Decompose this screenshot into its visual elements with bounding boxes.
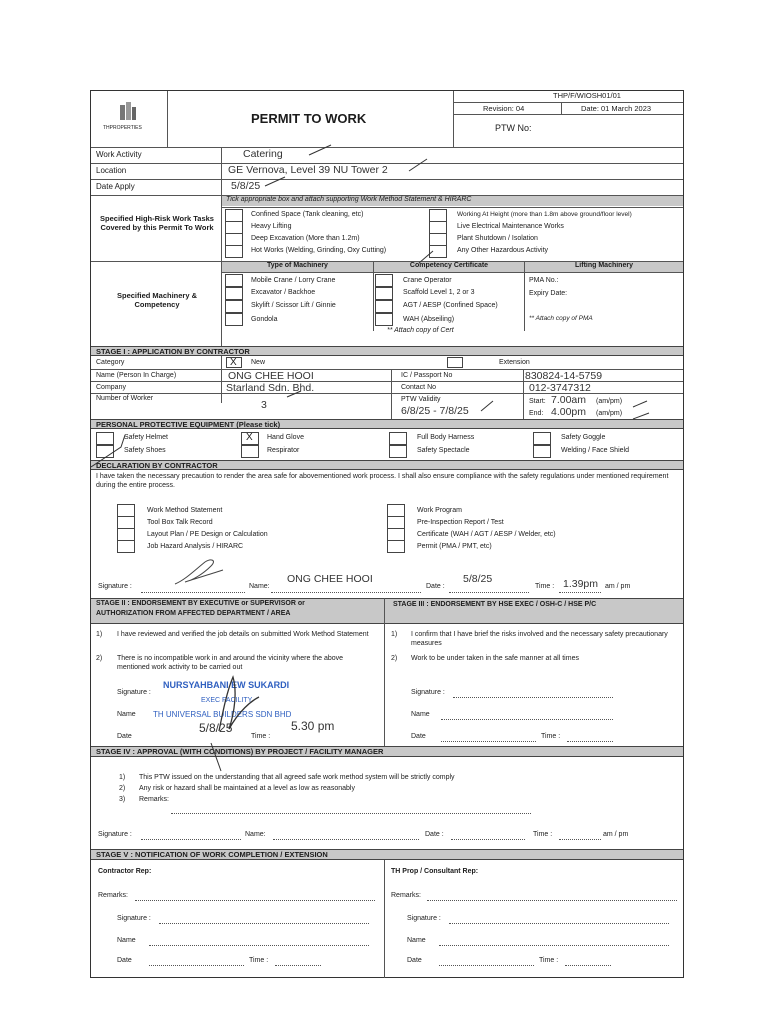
ppe-safety-shoes: Safety Shoes — [124, 447, 166, 454]
stage4-item1: This PTW issued on the understanding that all agreed safe work method system will be strictly comply — [139, 774, 455, 781]
checkbox-safety-spectacle[interactable] — [389, 445, 407, 458]
cert-agt-aesp: AGT / AESP (Confined Space) — [403, 302, 498, 309]
th-rep-name-label: Name — [407, 937, 426, 944]
divider — [91, 393, 683, 394]
ppe-header: PERSONAL PROTECTIVE EQUIPMENT (Please tick) — [91, 419, 683, 429]
remarks-line — [427, 900, 677, 901]
divider — [91, 381, 683, 382]
work-activity-label: Work Activity — [96, 150, 142, 159]
stage3-time-label: Time : — [541, 733, 561, 740]
ppe-full-body-harness: Full Body Harness — [417, 434, 475, 441]
stage4-time-label: Time : — [533, 831, 553, 838]
checkbox-safety-helmet[interactable] — [96, 432, 114, 445]
stage4-name-label: Name: — [245, 831, 266, 838]
location-value: GE Vernova, Level 39 NU Tower 2 — [228, 164, 388, 176]
ptw-number-label: PTW No: — [495, 123, 532, 133]
th-rep-remarks-label: Remarks: — [391, 892, 421, 899]
checkbox-agt-aesp[interactable] — [375, 300, 393, 313]
stage3-signature-label: Signature : — [411, 689, 445, 696]
contact-value: 012-3747312 — [529, 382, 591, 394]
stage2-name-label: Name — [117, 711, 136, 718]
date-line — [441, 741, 536, 742]
cert-crane-operator: Crane Operator — [403, 277, 452, 284]
contractor-time-label: Time : — [535, 583, 555, 590]
end-ampm: (am/pm) — [596, 410, 623, 417]
name-line — [439, 945, 669, 946]
stage4-header: STAGE IV : APPROVAL (WITH CONDITIONS) BY PROJECT / FACILITY MANAGER — [91, 746, 683, 757]
doc-pre-inspection: Pre-Inspection Report / Test — [417, 519, 504, 526]
ppe-safety-spectacle: Safety Spectacle — [417, 447, 470, 454]
divider — [453, 114, 683, 115]
checkbox-permit[interactable] — [387, 540, 405, 553]
time-line — [567, 741, 613, 742]
divider — [221, 147, 222, 403]
date-line — [449, 592, 529, 593]
stage2-item1-num: 1) — [96, 631, 103, 638]
stage2-signature-label: Signature : — [117, 689, 151, 696]
divider — [91, 147, 683, 148]
stage1-header: STAGE I : APPLICATION BY CONTRACTOR — [91, 346, 683, 356]
date-apply-value: 5/8/25 — [231, 180, 261, 192]
doc-certificate: Certificate (WAH / AGT / AESP / Welder, etc) — [417, 531, 556, 538]
th-rep-signature-label: Signature : — [407, 915, 441, 922]
remarks-line — [171, 813, 531, 814]
checkbox-welding-shield[interactable] — [533, 445, 551, 458]
machinery-mobile-crane: Mobile Crane / Lorry Crane — [251, 277, 336, 284]
contractor-date-value: 5/8/25 — [463, 573, 493, 585]
cert-wah: WAH (Abseiling) — [403, 316, 455, 323]
doc-work-program: Work Program — [417, 507, 462, 514]
checkbox-other-hazardous[interactable] — [429, 245, 447, 258]
time-line — [565, 965, 611, 966]
contractor-rep-time-label: Time : — [249, 957, 269, 964]
stage3-item1-num: 1) — [391, 631, 398, 638]
doc-toolbox-talk: Tool Box Talk Record — [147, 519, 213, 526]
contact-label: Contact No — [401, 384, 437, 391]
signature-line — [141, 592, 245, 593]
divider — [221, 272, 683, 273]
company-value: Starland Sdn. Bhd. — [226, 382, 315, 394]
start-value: 7.00am — [551, 394, 587, 406]
signature-line — [159, 923, 369, 924]
work-activity-value: Catering — [243, 148, 283, 160]
validity-value: 6/8/25 - 7/8/25 — [401, 405, 469, 417]
stage4-item2-num: 2) — [119, 785, 126, 792]
stage3-date-label: Date — [411, 733, 426, 740]
issue-date: Date: 01 March 2023 — [581, 104, 652, 113]
machinery-label: Specified Machinery & Competency — [116, 291, 198, 310]
machinery-col1-header: Type of Machinery — [222, 262, 373, 272]
end-label: End: — [529, 410, 544, 417]
date-line — [451, 839, 525, 840]
ppe-safety-helmet: Safety Helmet — [124, 434, 168, 441]
stamp-position: EXEC FACILITY — [201, 697, 253, 704]
checkbox-hot-works[interactable] — [225, 245, 243, 258]
time-line — [275, 965, 321, 966]
start-label: Start: — [529, 398, 546, 405]
th-rep-time-label: Time : — [539, 957, 559, 964]
task-other-hazardous: Any Other Hazardous Activity — [457, 247, 549, 254]
contractor-rep-date-label: Date — [117, 957, 132, 964]
logo-text: THPROPERTIES — [103, 125, 142, 131]
cert-scaffold: Scaffold Level 1, 2 or 3 — [403, 289, 475, 296]
permit-form — [90, 90, 684, 978]
pma-expiry: Expiry Date: — [529, 290, 568, 297]
task-hot-works: Hot Works (Welding, Grinding, Oxy Cutting) — [251, 247, 387, 254]
new-label: New — [251, 359, 266, 366]
contractor-signature — [171, 556, 231, 591]
divider — [391, 369, 392, 419]
name-line — [149, 945, 369, 946]
doc-code: THP/F/WIOSH01/01 — [553, 91, 621, 100]
stage2-date-label: Date — [117, 733, 132, 740]
doc-work-method-statement: Work Method Statement — [147, 507, 223, 514]
date-apply-label: Date Apply — [96, 182, 135, 191]
divider — [453, 91, 454, 147]
th-rep-date-label: Date — [407, 957, 422, 964]
stage4-date-label: Date : — [425, 831, 444, 838]
checkbox-skylift[interactable] — [225, 300, 243, 313]
divider — [561, 102, 562, 114]
checkbox-full-body-harness[interactable] — [389, 432, 407, 445]
doc-layout-plan: Layout Plan / PE Design or Calculation — [147, 531, 268, 538]
new-mark: X — [230, 357, 237, 368]
checkbox-safety-shoes[interactable] — [96, 445, 114, 458]
person-in-charge-label: Name (Person In Charge) — [96, 372, 177, 379]
contractor-rep-signature-label: Signature : — [117, 915, 151, 922]
task-plant-shutdown: Plant Shutdown / Isolation — [457, 235, 538, 242]
validity-label: PTW Validity — [401, 396, 441, 403]
divider — [523, 369, 524, 419]
machinery-skylift: Skylift / Scissor Lift / Ginnie — [251, 302, 336, 309]
checkbox-job-hazard[interactable] — [117, 540, 135, 553]
checkbox-crane-operator[interactable] — [375, 274, 393, 287]
divider — [221, 207, 683, 208]
machinery-excavator: Excavator / Backhoe — [251, 289, 316, 296]
company-label: Company — [96, 384, 126, 391]
divider — [384, 860, 385, 978]
task-confined-space: Confined Space (Tank cleaning, etc) — [251, 211, 364, 218]
contractor-ampm: am / pm — [605, 583, 631, 590]
contractor-signature-label: Signature : — [98, 583, 132, 590]
machinery-gondola: Gondola — [251, 316, 278, 323]
contractor-remarks-label: Remarks: — [98, 892, 128, 899]
stage2-item2: There is no incompatible work in and around the vicinity where the above mentioned work activity to be carried out — [117, 655, 344, 671]
end-value: 4.00pm — [551, 406, 587, 418]
high-risk-instruction: Tick appropriate box and attach supporting Work Method Statement & HIRARC — [222, 196, 683, 206]
stage4-item2: Any risk or hazard shall be maintained at a level as low as reasonably — [139, 785, 355, 792]
stage2-title-2: AUTHORIZATION FROM AFFECTED DEPARTMENT / AREA — [96, 610, 291, 617]
machinery-col2-header: Competency Certificate — [374, 262, 524, 272]
declaration-text: I have taken the necessary precaution to render the area safe for abovementioned work process. I shall also ensure compliance with the safety regulations under mentioned requirement during the entire process. — [96, 473, 669, 489]
ic-label: IC / Passport No — [401, 372, 453, 379]
divider — [384, 598, 385, 746]
stage4-signature-label: Signature : — [98, 831, 132, 838]
contractor-name-label: Name: — [249, 583, 270, 590]
stage2-time-label: Time : — [251, 733, 271, 740]
stage5-header: STAGE V : NOTIFICATION OF WORK COMPLETION / EXTENSION — [91, 849, 683, 860]
checkbox-excavator[interactable] — [225, 287, 243, 300]
task-live-electrical: Live Electrical Maintenance Works — [457, 223, 564, 230]
stage2-item2-num: 2) — [96, 655, 103, 662]
pma-note: ** Attach copy of PMA — [529, 315, 593, 322]
pma-number: PMA No.: — [529, 277, 559, 284]
stage4-item3-num: 3) — [119, 796, 126, 803]
name-line — [271, 592, 421, 593]
stamp-name: NURSYAHBANI EW SUKARDI — [163, 680, 290, 690]
checkbox-respirator[interactable] — [241, 445, 259, 458]
name-line — [273, 839, 419, 840]
task-heavy-lifting: Heavy Lifting — [251, 223, 292, 230]
remarks-line — [135, 900, 375, 901]
location-label: Location — [96, 166, 127, 175]
stage4-ampm: am / pm — [603, 831, 629, 838]
hand-glove-mark: X — [246, 432, 253, 443]
date-line — [439, 965, 534, 966]
stage4-item1-num: 1) — [119, 774, 126, 781]
ic-value: 830824-14-5759 — [525, 370, 603, 382]
checkbox-wah[interactable] — [375, 313, 393, 326]
high-risk-label: Specified High-Risk Work Tasks Covered by this Permit To Work — [100, 214, 214, 233]
start-ampm: (am/pm) — [596, 398, 623, 405]
stage3-name-label: Name — [411, 711, 430, 718]
contractor-time-value: 1.39pm — [563, 578, 599, 590]
extension-label: Extension — [499, 359, 530, 366]
cert-note: ** Attach copy of Cert — [387, 327, 454, 334]
signature-line — [141, 839, 241, 840]
th-rep-title: TH Prop / Consultant Rep: — [391, 868, 479, 875]
contractor-name-value: ONG CHEE HOOI — [287, 573, 373, 585]
stage3-title: STAGE III : ENDORSEMENT BY HSE EXEC / OSH-C / HSE P/C — [393, 601, 597, 608]
workers-value: 3 — [261, 399, 267, 411]
ppe-respirator: Respirator — [267, 447, 300, 454]
checkbox-mobile-crane[interactable] — [225, 274, 243, 287]
time-line — [559, 839, 601, 840]
form-title: PERMIT TO WORK — [251, 111, 367, 126]
contractor-rep-name-label: Name — [117, 937, 136, 944]
contractor-date-label: Date : — [426, 583, 445, 590]
revision: Revision: 04 — [483, 104, 525, 113]
doc-job-hazard: Job Hazard Analysis / HIRARC — [147, 543, 244, 550]
stage2-date-value: 5/8/25 — [199, 721, 233, 735]
signature-line — [453, 697, 613, 698]
stamp-company: TH UNIVERSAL BUILDERS SDN BHD — [153, 710, 292, 719]
contractor-rep-title: Contractor Rep: — [98, 868, 152, 875]
time-line — [559, 592, 601, 593]
logo-icon — [117, 101, 139, 121]
machinery-col3-header: Lifting Machinery — [525, 262, 683, 272]
checkbox-scaffold[interactable] — [375, 287, 393, 300]
checkbox-safety-goggle[interactable] — [533, 432, 551, 445]
ppe-safety-goggle: Safety Goggle — [561, 434, 606, 441]
name-line — [441, 719, 613, 720]
stage2-title-1: STAGE II : ENDORSEMENT BY EXECUTIVE or SUPERVISOR or — [96, 600, 305, 607]
stage2-time-value: 5.30 pm — [291, 719, 335, 733]
stage3-item2-num: 2) — [391, 655, 398, 662]
ppe-hand-glove: Hand Glove — [267, 434, 304, 441]
checkbox-gondola[interactable] — [225, 313, 243, 326]
signature-line — [449, 923, 669, 924]
stage2-item1: I have reviewed and verified the job details on submitted Work Method Statement — [117, 631, 369, 638]
declaration-header: DECLARATION BY CONTRACTOR — [91, 460, 683, 470]
person-in-charge-value: ONG CHEE HOOI — [228, 370, 314, 382]
ppe-welding-shield: Welding / Face Shield — [561, 447, 629, 454]
task-deep-excavation: Deep Excavation (More than 1.2m) — [251, 235, 360, 242]
doc-permit: Permit (PMA / PMT, etc) — [417, 543, 492, 550]
category-label: Category — [96, 359, 125, 366]
checkbox-extension[interactable] — [447, 357, 463, 368]
workers-label: Number of Worker — [96, 395, 154, 402]
task-working-at-height: Working At Height (more than 1.8m above ground/floor level) — [457, 211, 632, 218]
stage3-item1: I confirm that I have brief the risks involved and the necessary safety precautionary measures — [411, 631, 668, 647]
divider — [167, 91, 168, 147]
date-line — [149, 965, 244, 966]
divider — [453, 102, 683, 103]
divider — [91, 179, 683, 180]
stage3-item2: Work to be under taken in the safe manner at all times — [411, 655, 579, 662]
stage4-remarks-label: Remarks: — [139, 796, 169, 803]
